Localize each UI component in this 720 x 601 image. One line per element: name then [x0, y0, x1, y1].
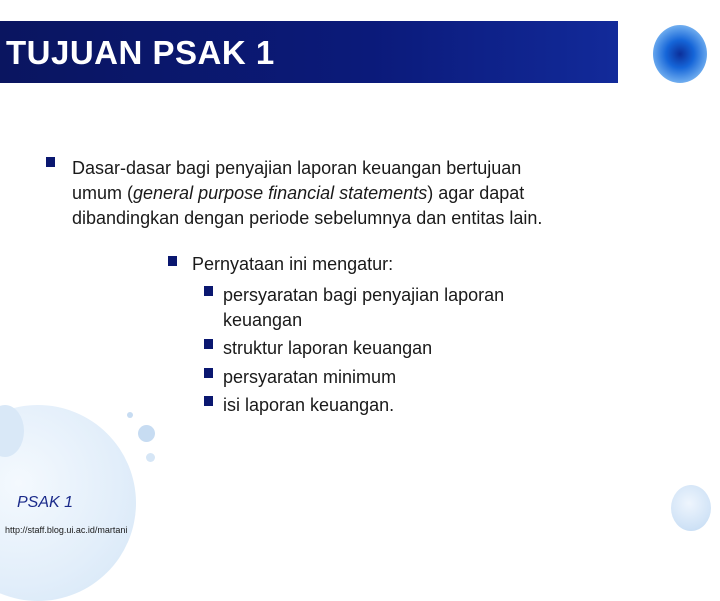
footer-label: PSAK 1 [17, 494, 74, 511]
main-bullet-text-part: ) agar dapat [427, 183, 525, 203]
list-item: isi laporan keuangan. [223, 395, 395, 415]
main-bullet-text-part: umum ( [72, 183, 134, 203]
circle-decoration-tiny [146, 453, 155, 462]
list-item: persyaratan minimum [223, 367, 397, 387]
orb-decoration-top [653, 25, 707, 83]
circle-decoration-bottom-right [671, 485, 711, 531]
item-bullet-icon [204, 339, 213, 349]
list-item: struktur laporan keuangan [223, 338, 433, 358]
item-bullet-icon [204, 286, 213, 296]
main-bullet-line: dibandingkan dengan periode sebelumnya dan entitas lain. [72, 208, 543, 228]
sub-bullet-icon [168, 256, 177, 266]
main-bullet-line [72, 181, 595, 206]
circle-decoration-medium [138, 425, 155, 442]
list-item-continuation: keuangan [223, 310, 303, 330]
list-item: persyaratan bagi penyajian laporan [223, 285, 505, 305]
item-bullet-icon [204, 368, 213, 378]
slide-title: TUJUAN PSAK 1 [6, 34, 275, 71]
main-bullet-icon [46, 157, 55, 167]
item-bullet-icon [204, 396, 213, 406]
main-bullet-line: Dasar-dasar bagi penyajian laporan keuangan bertujuan [72, 158, 522, 178]
sub-heading: Pernyataan ini mengatur: [192, 254, 394, 274]
main-bullet-text [72, 156, 595, 231]
circle-decoration-small [127, 412, 133, 418]
footer-url: http://staff.blog.ui.ac.id/martani [5, 525, 128, 535]
main-bullet-emphasis: general purpose financial statements [133, 183, 428, 203]
